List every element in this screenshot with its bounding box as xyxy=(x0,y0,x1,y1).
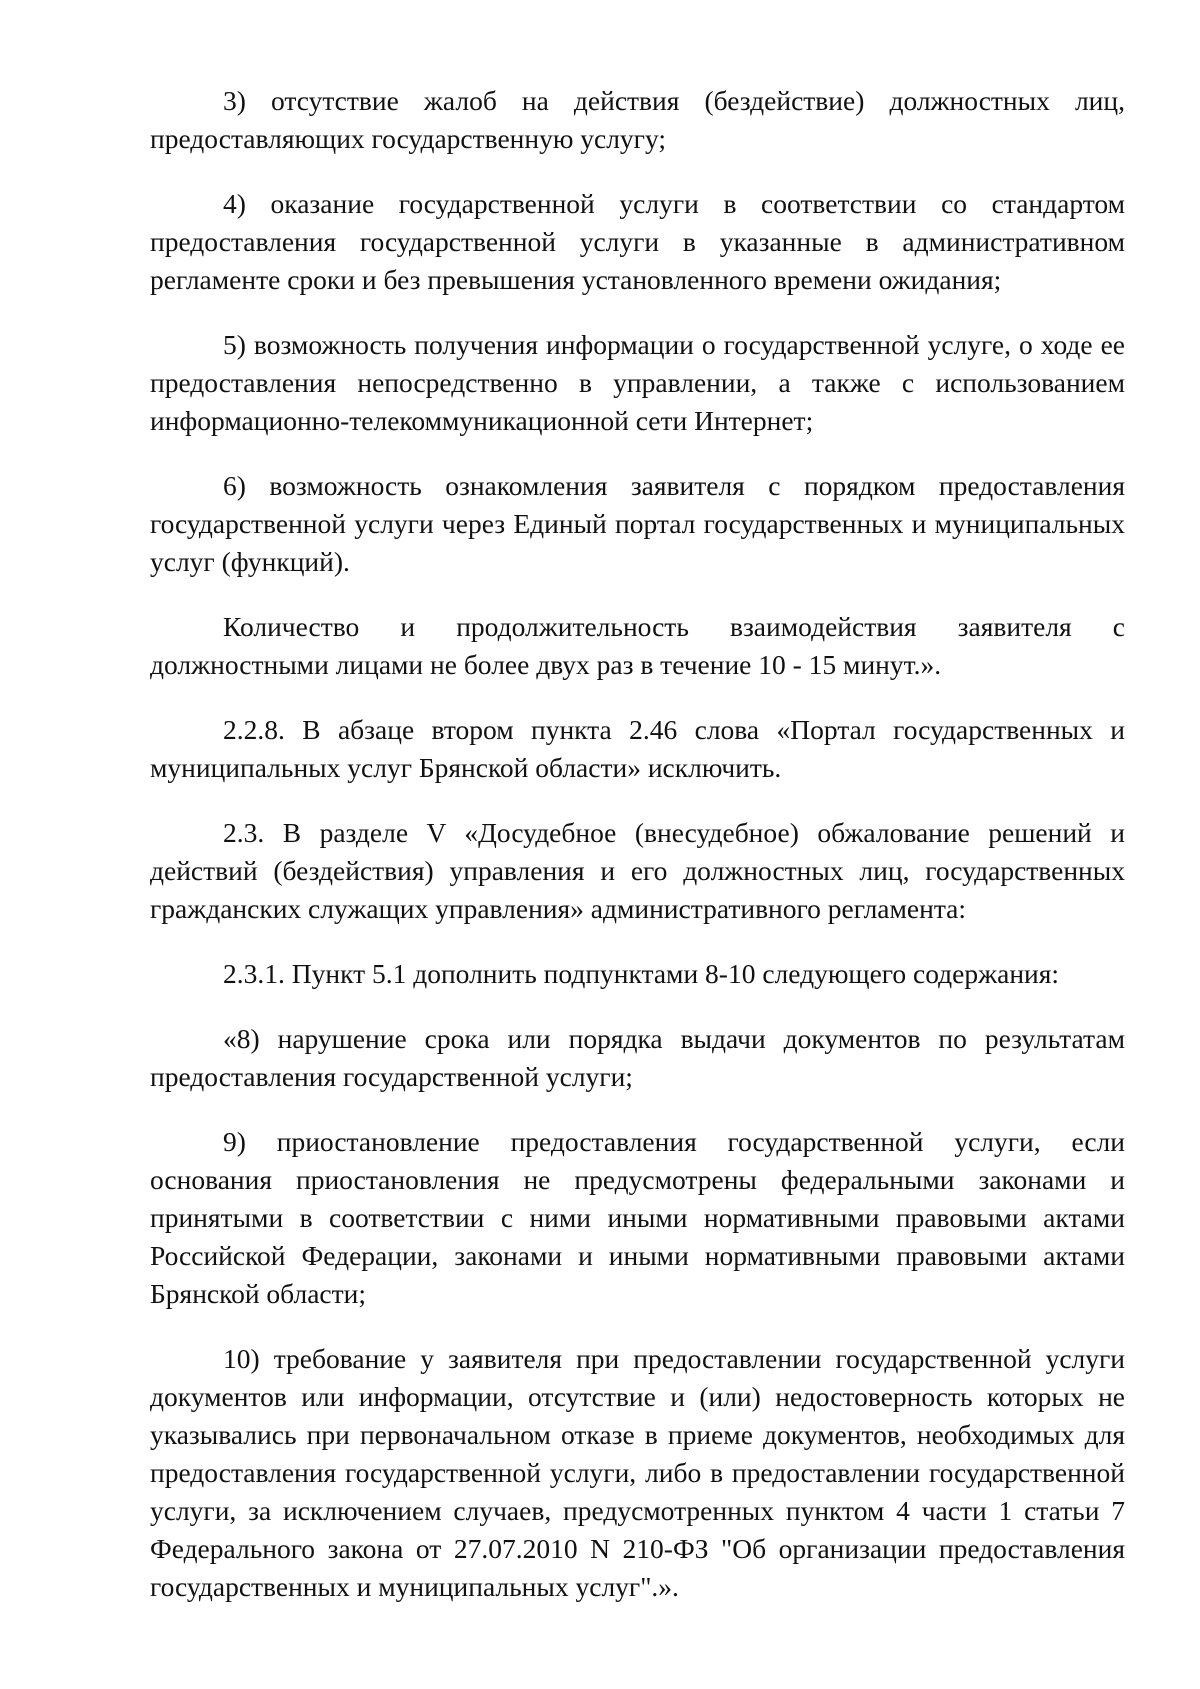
paragraph-2-2-8: 2.2.8. В абзаце втором пункта 2.46 слова «Портал государственных и муниципальных услуг Брянской области» исключить. xyxy=(150,714,1125,783)
paragraph-item-10: 10) требование у заявителя при предоставлении государственной услуги документов или информации, отсутствие и (или) недостоверность которых не указывались при первоначальном отказе в приеме документов, необходимых для предоставления государственной услуги, либо в предоставлении государственной услуги, за исключением случаев, предусмотренных пунктом 4 части 1 статьи 7 Федерального закона от 27.07.2010 N 210-ФЗ "Об организации предоставления государственных и муниципальных услуг".». xyxy=(150,1343,1125,1602)
paragraph-item-5: 5) возможность получения информации о государственной услуге, о ходе ее предоставления непосредственно в управлении, а также с использованием информационно-телекоммуникационной сети Интернет; xyxy=(150,329,1125,436)
paragraph-item-3: 3) отсутствие жалоб на действия (бездействие) должностных лиц, предоставляющих государственную услугу; xyxy=(150,85,1125,154)
paragraph-interaction-limit: Количество и продолжительность взаимодействия заявителя с должностными лицами не более двух раз в течение 10 - 15 минут.». xyxy=(150,611,1125,680)
paragraph-item-9: 9) приостановление предоставления государственной услуги, если основания приостановления не предусмотрены федеральными законами и принятыми в соответствии с ними иными нормативными правовыми актами Российской Федерации, законами и иными нормативными правовыми актами Брянской области; xyxy=(150,1126,1125,1309)
paragraph-2-3-1: 2.3.1. Пункт 5.1 дополнить подпунктами 8-10 следующего содержания: xyxy=(223,958,1060,989)
paragraph-2-3: 2.3. В разделе V «Досудебное (внесудебное) обжалование решений и действий (бездействия) управления и его должностных лиц, государственных гражданских служащих управления» административного регламента: xyxy=(150,817,1125,924)
paragraph-item-8: «8) нарушение срока или порядка выдачи документов по результатам предоставления государственной услуги; xyxy=(150,1023,1125,1092)
paragraph-item-6: 6) возможность ознакомления заявителя с порядком предоставления государственной услуги через Единый портал государственных и муниципальных услуг (функций). xyxy=(150,470,1125,577)
paragraph-item-4: 4) оказание государственной услуги в соответствии со стандартом предоставления государственной услуги в указанные в административном регламенте сроки и без превышения установленного времени ожидания; xyxy=(150,188,1125,295)
document-body xyxy=(150,82,1125,1606)
